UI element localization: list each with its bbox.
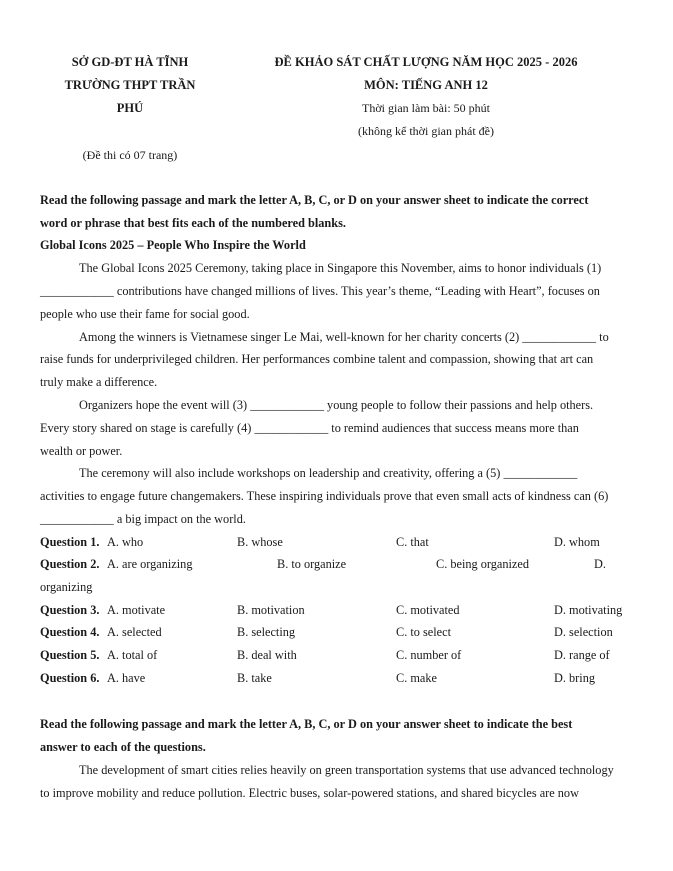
option-b[interactable]: B. selecting bbox=[237, 625, 296, 639]
section2-instruction-line2: answer to each of the questions. bbox=[40, 740, 206, 754]
question-row bbox=[40, 557, 660, 579]
option-c[interactable]: C. number of bbox=[396, 648, 462, 662]
passage-line: people who use their fame for social good. bbox=[40, 307, 250, 321]
passage-title: Global Icons 2025 – People Who Inspire the World bbox=[40, 238, 306, 252]
school-name-line2: PHÚ bbox=[116, 101, 144, 115]
option-b[interactable]: B. take bbox=[237, 671, 272, 685]
question-row bbox=[40, 648, 660, 670]
exam-subject: MÔN: TIẾNG ANH 12 bbox=[364, 78, 488, 92]
passage-line: truly make a difference. bbox=[40, 375, 158, 389]
option-d[interactable]: D. bbox=[594, 557, 606, 571]
option-c[interactable]: C. that bbox=[396, 535, 429, 549]
option-c[interactable]: C. make bbox=[396, 671, 437, 685]
option-b[interactable]: B. whose bbox=[237, 535, 283, 549]
question-label: Question 4. bbox=[40, 625, 100, 639]
passage-line: ____________ contributions have changed millions of lives. This year’s theme, “Leading with Heart”, focuses on bbox=[40, 284, 600, 298]
option-a[interactable]: A. who bbox=[107, 535, 144, 549]
question-row bbox=[40, 671, 660, 693]
school-name-line1: TRƯỜNG THPT TRẦN bbox=[64, 78, 196, 92]
passage-line: wealth or power. bbox=[40, 444, 123, 458]
option-a[interactable]: A. total of bbox=[107, 648, 158, 662]
section2-instruction-line1: Read the following passage and mark the letter A, B, C, or D on your answer sheet to indicate the best bbox=[40, 717, 573, 731]
question-label: Question 6. bbox=[40, 671, 100, 685]
exam-title: ĐỀ KHẢO SÁT CHẤT LƯỢNG NĂM HỌC 2025 - 2026 bbox=[274, 55, 578, 69]
option-c[interactable]: C. motivated bbox=[396, 603, 460, 617]
question-label: Question 2. bbox=[40, 557, 100, 571]
question-label: Question 5. bbox=[40, 648, 100, 662]
option-d[interactable]: D. range of bbox=[554, 648, 610, 662]
section1-instruction-line2: word or phrase that best fits each of the numbered blanks. bbox=[40, 216, 346, 230]
exam-time-note: (không kể thời gian phát đề) bbox=[358, 124, 494, 138]
question-label: Question 1. bbox=[40, 535, 100, 549]
option-d[interactable]: D. selection bbox=[554, 625, 613, 639]
option-b[interactable]: B. motivation bbox=[237, 603, 305, 617]
passage-line: raise funds for underprivileged children. Her performances combine talent and compassion, showing that art can bbox=[40, 352, 594, 366]
passage-line: Every story shared on stage is carefully (4) ____________ to remind audiences that success means more than bbox=[40, 421, 579, 435]
option-d[interactable]: D. whom bbox=[554, 535, 600, 549]
passage-line: The Global Icons 2025 Ceremony, taking place in Singapore this November, aims to honor individuals (1) bbox=[79, 261, 602, 275]
passage-line: The development of smart cities relies heavily on green transportation systems that use advanced technology bbox=[79, 763, 614, 777]
option-d[interactable]: D. motivating bbox=[554, 603, 623, 617]
section1-instruction-line1: Read the following passage and mark the letter A, B, C, or D on your answer sheet to indicate the correct bbox=[40, 193, 589, 207]
page-count-note: (Đề thi có 07 trang) bbox=[82, 148, 178, 162]
question-row bbox=[40, 535, 660, 557]
exam-time: Thời gian làm bài: 50 phút bbox=[362, 101, 490, 115]
passage-line: to improve mobility and reduce pollution. Electric buses, solar-powered stations, and shared bicycles are now bbox=[40, 786, 579, 800]
option-c[interactable]: C. being organized bbox=[436, 557, 530, 571]
passage-line: The ceremony will also include workshops on leadership and creativity, offering a (5) ____________ bbox=[79, 466, 578, 480]
option-c[interactable]: C. to select bbox=[396, 625, 451, 639]
option-b[interactable]: B. to organize bbox=[277, 557, 347, 571]
option-d-continuation: organizing bbox=[40, 580, 93, 594]
option-a[interactable]: A. selected bbox=[107, 625, 162, 639]
option-a[interactable]: A. have bbox=[107, 671, 146, 685]
option-b[interactable]: B. deal with bbox=[237, 648, 297, 662]
question-row bbox=[40, 603, 660, 625]
option-a[interactable]: A. are organizing bbox=[107, 557, 193, 571]
option-a[interactable]: A. motivate bbox=[107, 603, 166, 617]
passage-line: activities to engage future changemakers. These inspiring individuals prove that even small acts of kindness can (6) bbox=[40, 489, 609, 503]
school-department: SỞ GD-ĐT HÀ TĨNH bbox=[71, 55, 189, 69]
option-d[interactable]: D. bring bbox=[554, 671, 595, 685]
passage-line: ____________ a big impact on the world. bbox=[40, 512, 246, 526]
passage-line: Organizers hope the event will (3) ____________ young people to follow their passions and help others. bbox=[79, 398, 594, 412]
question-row bbox=[40, 625, 660, 647]
passage-line: Among the winners is Vietnamese singer Le Mai, well-known for her charity concerts (2) ____________ to bbox=[79, 330, 609, 344]
question-label: Question 3. bbox=[40, 603, 100, 617]
